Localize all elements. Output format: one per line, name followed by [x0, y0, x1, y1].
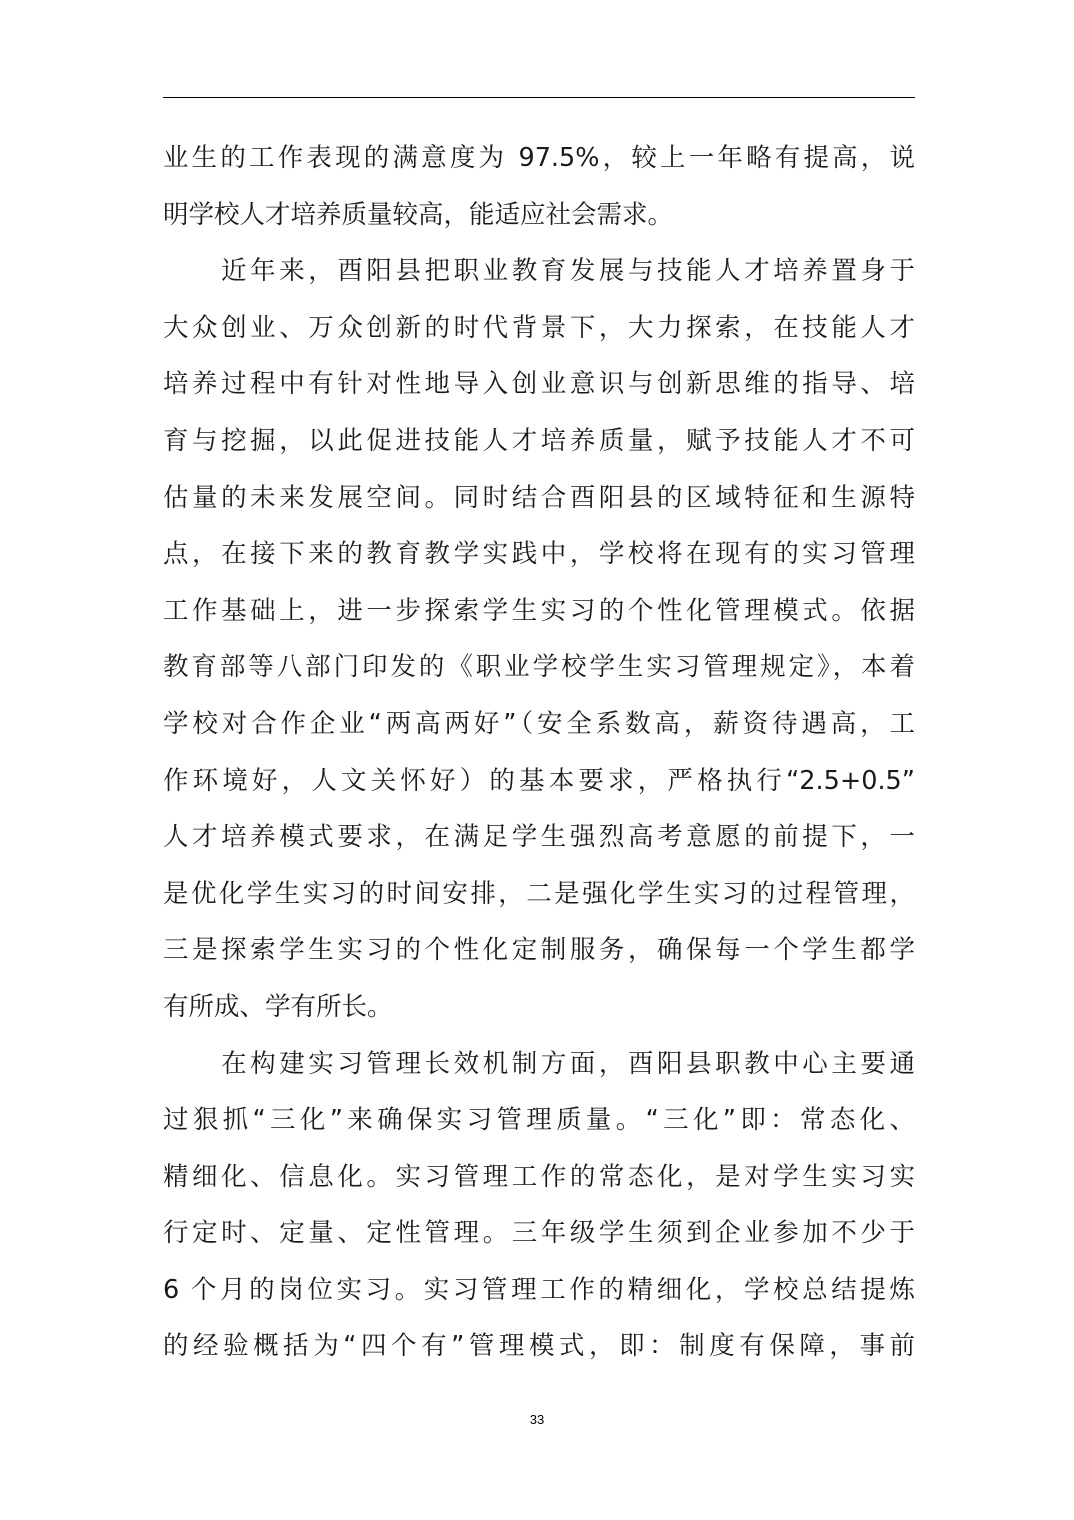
text-line: 近年来，酉阳县把职业教育发展与技能人才培养置身于 — [163, 256, 915, 287]
header-rule — [163, 97, 915, 98]
text-line: 教育部等八部门印发的《职业学校学生实习管理规定》，本着 — [163, 652, 915, 683]
text-line: 估量的未来发展空间。同时结合酉阳县的区域特征和生源特 — [163, 482, 915, 513]
text-line: 行定时、定量、定性管理。三年级学生须到企业参加不少于 — [163, 1218, 915, 1249]
page-number: 33 — [529, 1412, 545, 1427]
text-line: 精细化、信息化。实习管理工作的常态化，是对学生实习实 — [163, 1161, 915, 1192]
text-line: 在构建实习管理长效机制方面，酉阳县职教中心主要通 — [163, 1048, 915, 1079]
paragraph — [163, 243, 915, 1035]
paragraph — [163, 1036, 915, 1376]
paragraph — [163, 130, 915, 243]
text-line: 人才培养模式要求，在满足学生强烈高考意愿的前提下，一 — [163, 822, 915, 853]
text-line: 大众创业、万众创新的时代背景下，大力探索，在技能人才 — [163, 312, 915, 343]
text-line: 育与挖掘，以此促进技能人才培养质量，赋予技能人才不可 — [163, 425, 915, 456]
text-line: 三是探索学生实习的个性化定制服务，确保每一个学生都学 — [163, 935, 915, 966]
text-line: 培养过程中有针对性地导入创业意识与创新思维的指导、培 — [163, 369, 915, 400]
text-line: 工作基础上，进一步探索学生实习的个性化管理模式。依据 — [163, 595, 915, 626]
text-line: 有所成、学有所长。 — [163, 991, 393, 1022]
body-text — [163, 130, 915, 1375]
text-line: 明学校人才培养质量较高，能适应社会需求。 — [163, 199, 674, 230]
text-line: 是优化学生实习的时间安排，二是强化学生实习的过程管理， — [163, 878, 915, 909]
text-line: 作环境好，人文关怀好）的基本要求，严格执行“2.5+0.5” — [163, 765, 915, 796]
text-line: 业生的工作表现的满意度为 97.5%，较上一年略有提高，说 — [163, 143, 915, 173]
text-line: 学校对合作企业“两高两好”（安全系数高，薪资待遇高，工 — [163, 708, 915, 739]
text-line: 点，在接下来的教育教学实践中，学校将在现有的实习管理 — [163, 539, 915, 570]
text-line: 6 个月的岗位实习。实习管理工作的精细化，学校总结提炼 — [163, 1274, 915, 1305]
text-line: 过狠抓“三化”来确保实习管理质量。“三化”即：常态化、 — [163, 1105, 915, 1136]
text-line: 的经验概括为“四个有”管理模式，即：制度有保障，事前 — [163, 1331, 915, 1362]
